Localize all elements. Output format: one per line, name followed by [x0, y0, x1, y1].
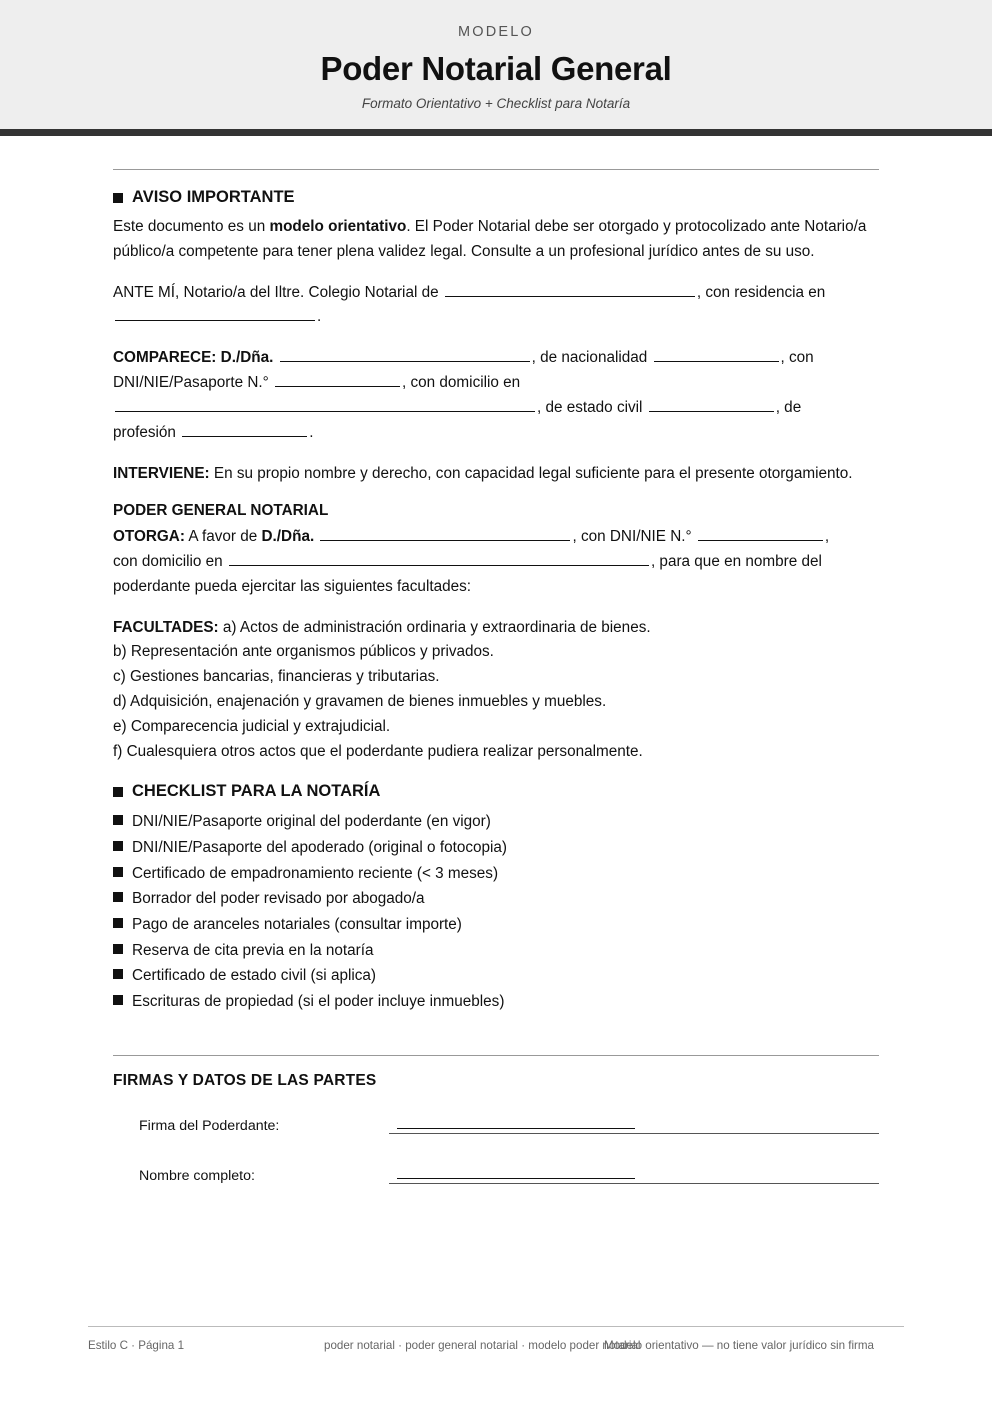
comparece-part3: DNI/NIE/Pasaporte N.° — [113, 374, 269, 392]
facultades-item-0: a) Actos de administración ordinaria y extraordinaria de bienes. — [218, 618, 651, 636]
signature-label: Nombre completo: — [139, 1167, 255, 1184]
otorga-text2: , con DNI/NIE N.° — [572, 528, 692, 546]
checkbox-square-icon[interactable] — [113, 918, 123, 928]
ante-mi-paragraph — [113, 281, 879, 331]
ante-mi-colegio-blank[interactable] — [445, 281, 695, 297]
facultades-line-a — [113, 616, 879, 641]
signature-writeline[interactable] — [397, 1128, 635, 1129]
ante-mi-part3: . — [317, 308, 322, 326]
signature-section-title: FIRMAS Y DATOS DE LAS PARTES — [113, 1071, 377, 1089]
checklist-item-label: Reserva de cita previa en la notaría — [132, 941, 374, 959]
signature-label: Firma del Poderdante: — [139, 1117, 280, 1134]
ante-mi-part2: , con residencia en — [696, 283, 826, 301]
list-item[interactable] — [113, 963, 879, 989]
facultades-item-1-line: b) Representación ante organismos públicos y privados. — [113, 643, 494, 661]
comparece-part2: , con — [780, 349, 814, 367]
facultades-label: FACULTADES: — [113, 618, 219, 636]
notice-text — [113, 215, 879, 265]
bullet-square-icon — [113, 193, 123, 203]
signature-field[interactable] — [389, 1108, 879, 1134]
facultades-item-2-line: c) Gestiones bancarias, financieras y tributarias. — [113, 668, 440, 686]
list-item[interactable] — [113, 989, 879, 1015]
list-item[interactable] — [113, 912, 879, 938]
checkbox-square-icon[interactable] — [113, 995, 123, 1005]
comparece-part5: , de estado civil — [537, 398, 643, 416]
comparece-part8: . — [309, 423, 314, 441]
ante-mi-part1: ANTE MÍ, Notario/a del Iltre. Colegio Notarial de — [113, 283, 439, 301]
notice-heading — [113, 188, 879, 207]
footer-page-info: Estilo C · Página 1 — [88, 1339, 185, 1352]
interviene-label: INTERVIENE: — [113, 464, 210, 482]
checkbox-square-icon[interactable] — [113, 841, 123, 851]
facultades-item-5-line: f) Cualesquiera otros actos que el poderdante pudiera realizar personalmente. — [113, 742, 643, 760]
comparece-part6: , de — [775, 398, 802, 416]
document-body — [0, 169, 992, 1184]
comparece-estado-civil-blank[interactable] — [649, 396, 774, 412]
poder-heading: PODER GENERAL NOTARIAL — [113, 502, 329, 520]
checklist-item-label: Escrituras de propiedad (si el poder incluye inmuebles) — [132, 993, 505, 1011]
checklist-heading — [113, 782, 879, 801]
comparece-domicilio-blank[interactable] — [115, 396, 535, 412]
otorga-paragraph — [113, 525, 879, 599]
otorga-domicilio-blank[interactable] — [229, 550, 649, 566]
interviene-paragraph — [113, 462, 879, 487]
comparece-part1: , de nacionalidad — [531, 349, 648, 367]
otorga-text6: poderdante pueda ejercitar las siguientes facultades: — [113, 577, 472, 595]
list-item[interactable] — [113, 938, 879, 964]
bullet-square-icon — [113, 787, 123, 797]
otorga-text1: A favor de — [184, 528, 262, 546]
name-writeline[interactable] — [397, 1178, 635, 1179]
footer-keywords: poder notarial · poder general notarial · modelo poder notarial — [324, 1339, 641, 1352]
checklist-items — [113, 809, 879, 1015]
list-item[interactable] — [113, 886, 879, 912]
comparece-bold-dna: D./Dña. — [220, 349, 274, 367]
content-top-divider — [113, 169, 879, 170]
otorga-dni-blank[interactable] — [698, 525, 823, 541]
checkbox-square-icon[interactable] — [113, 815, 123, 825]
checkbox-square-icon[interactable] — [113, 867, 123, 877]
notice-text-part2: . El Poder Notarial debe ser otorgado y protocolizado ante Notario/a público/a competente para tener plena validez legal. Consulte a un profesional jurídico antes de su uso. — [113, 218, 867, 260]
comparece-part4: , con domicilio en — [402, 374, 521, 392]
checklist-item-label: Certificado de empadronamiento reciente (< 3 meses) — [132, 864, 499, 882]
facultades-list — [113, 616, 879, 765]
otorga-nombre-blank[interactable] — [320, 525, 570, 541]
checkbox-square-icon[interactable] — [113, 944, 123, 954]
header-kicker: MODELO — [457, 24, 535, 40]
signature-baseline — [389, 1133, 879, 1134]
otorga-text4: con domicilio en — [113, 553, 223, 571]
notice-text-part1: Este documento es un — [113, 218, 270, 235]
checklist-item-label: Certificado de estado civil (si aplica) — [132, 967, 377, 985]
otorga-text5: , para que en nombre del — [650, 553, 822, 571]
list-item[interactable] — [113, 835, 879, 861]
comparece-paragraph — [113, 346, 879, 445]
checklist-heading-label: CHECKLIST PARA LA NOTARÍA — [132, 782, 381, 801]
signature-divider — [113, 1055, 879, 1056]
checkbox-square-icon[interactable] — [113, 969, 123, 979]
checklist-item-label: DNI/NIE/Pasaporte original del poderdante (en vigor) — [132, 813, 491, 831]
comparece-profesion-blank[interactable] — [182, 421, 307, 437]
interviene-text: En su propio nombre y derecho, con capacidad legal suficiente para el presente otorgamiento. — [209, 464, 853, 482]
document-header — [0, 0, 992, 129]
otorga-label: OTORGA: — [113, 528, 185, 546]
facultades-item-3-line: d) Adquisición, enajenación y gravamen de bienes inmuebles y muebles. — [113, 692, 607, 710]
checklist-item-label: Pago de aranceles notariales (consultar importe) — [132, 916, 462, 934]
name-field[interactable] — [389, 1158, 879, 1184]
comparece-nombre-blank[interactable] — [280, 346, 530, 362]
header-divider — [0, 129, 992, 136]
list-item[interactable] — [113, 809, 879, 835]
notice-text-bold: modelo orientativo — [269, 218, 407, 235]
ante-mi-residencia-blank[interactable] — [115, 305, 315, 321]
notice-heading-label: AVISO IMPORTANTE — [132, 188, 295, 206]
otorga-bold-dna: D./Dña. — [261, 528, 315, 546]
footer-content — [88, 1339, 904, 1357]
comparece-part7: profesión — [113, 423, 176, 441]
checklist-item-label: DNI/NIE/Pasaporte del apoderado (original o fotocopia) — [132, 838, 507, 856]
comparece-nacionalidad-blank[interactable] — [654, 346, 779, 362]
otorga-text3: , — [824, 528, 830, 546]
signature-row-nombre — [113, 1158, 879, 1184]
checklist-item-label: Borrador del poder revisado por abogado/a — [132, 890, 425, 908]
comparece-label: COMPARECE: — [113, 349, 221, 367]
header-subtitle: Formato Orientativo + Checklist para Notaría — [361, 96, 631, 111]
footer-disclaimer: Modelo orientativo — no tiene valor jurídico sin firma — [604, 1339, 875, 1352]
facultades-item-4-line: e) Comparecencia judicial y extrajudicial. — [113, 717, 391, 735]
name-baseline — [389, 1183, 879, 1184]
document-footer — [88, 1326, 904, 1357]
signature-row-poderdante — [113, 1108, 879, 1134]
footer-divider — [88, 1326, 904, 1327]
comparece-dni-blank[interactable] — [275, 371, 400, 387]
page-title: Poder Notarial General — [320, 50, 672, 87]
list-item[interactable] — [113, 861, 879, 887]
checkbox-square-icon[interactable] — [113, 892, 123, 902]
